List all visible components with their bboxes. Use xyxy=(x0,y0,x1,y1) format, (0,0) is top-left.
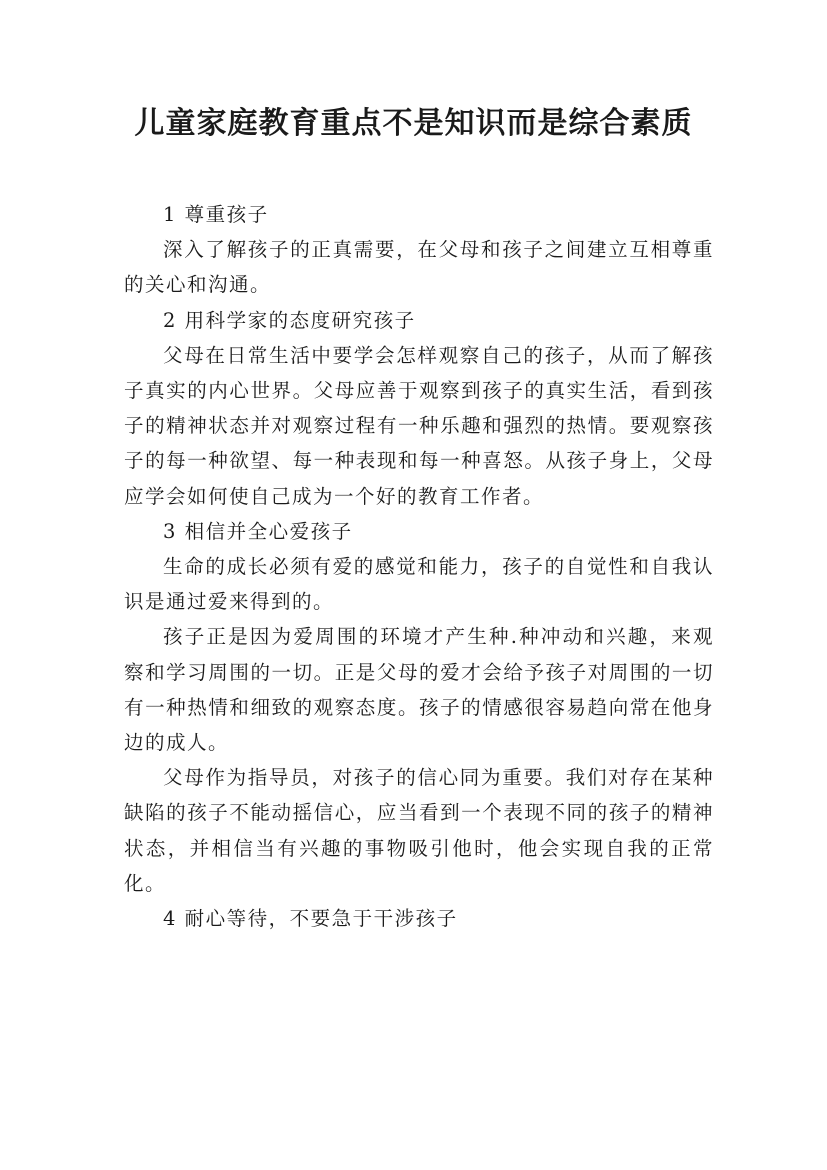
section-heading-scientist-attitude: 2 用科学家的态度研究孩子 xyxy=(163,308,416,332)
section-heading-patience: 4 耐心等待，不要急于干涉孩子 xyxy=(163,907,458,931)
section-heading-trust-and-love: 3 相信并全心爱孩子 xyxy=(163,519,353,543)
paragraph: 深入了解孩子的正真需要，在父母和孩子之间建立互相尊重的关心和沟通。 xyxy=(124,238,714,297)
paragraph: 父母在日常生活中要学会怎样观察自己的孩子，从而了解孩子真实的内心世界。父母应善于观察到孩子的真实生活，看到孩子的精神状态并对观察过程有一种乐趣和强烈的热情。要观察孩子的每一种欲望、每一种表现和每一种喜怒。从孩子身上，父母应学会如何使自己成为一个好的教育工作者。 xyxy=(124,343,714,508)
section-heading-respect: 1 尊重孩子 xyxy=(163,203,269,226)
document-body xyxy=(124,197,714,936)
document-title: 儿童家庭教育重点不是知识而是综合素质 xyxy=(134,106,693,141)
paragraph: 孩子正是因为爱周围的环境才产生种.种冲动和兴趣，来观察和学习周围的一切。正是父母的爱才会给予孩子对周围的一切有一种热情和细致的观察态度。孩子的情感很容易趋向常在他身边的成人。 xyxy=(124,625,714,755)
paragraph: 父母作为指导员，对孩子的信心同为重要。我们对存在某种缺陷的孩子不能动摇信心，应当看到一个表现不同的孩子的精神状态，并相信当有兴趣的事物吸引他时，他会实现自我的正常化。 xyxy=(124,766,714,895)
paragraph: 生命的成长必须有爱的感觉和能力，孩子的自觉性和自我认识是通过爱来得到的。 xyxy=(124,555,714,614)
